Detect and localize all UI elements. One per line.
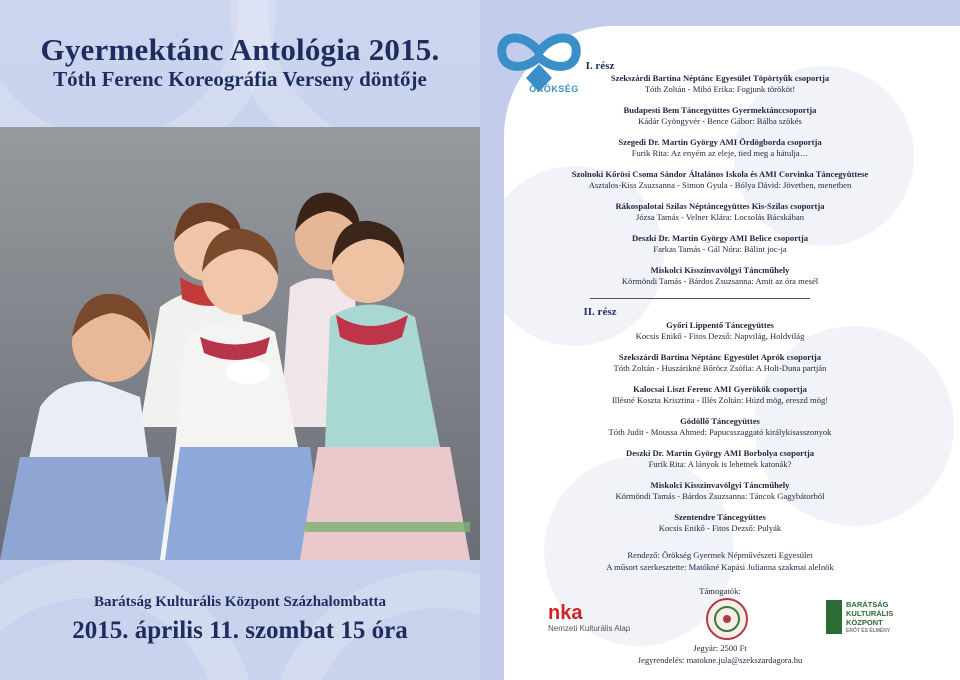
program-entry: [500, 233, 940, 255]
choreography-credit: Józsa Tamás - Velner Klára: Locsolás Bácskában: [635, 212, 805, 222]
group-name: Szentendre Táncegyüttes: [674, 512, 766, 522]
choreography-credit: Farkas Tamás - Gál Nóra: Bálint joc-ja: [653, 244, 787, 254]
program-entry: [500, 320, 940, 342]
choreography-credit: Illésné Koszta Krisztina - Illés Zoltán: Húzd mög, ereszd mög!: [611, 395, 829, 405]
nka-logo-mark: nka: [548, 602, 583, 624]
sponsors-label: Támogatók:: [699, 586, 741, 596]
choreography-credit: Kocsis Enikő - Fitos Dezső: Napvilág, Holdvilág: [635, 331, 805, 341]
group-name: Szekszárdi Bartina Néptánc Egyesület Aprók csoportja: [618, 352, 822, 362]
dancers-illustration: [0, 127, 480, 560]
nka-name: Nemzeti Kulturális Alap: [548, 624, 631, 633]
program-entry: [500, 512, 940, 534]
program-entry: [500, 169, 940, 191]
choreography-credit: Körmöndi Tamás - Bárdos Zsuzsanna: Amit az óra mesél: [621, 276, 819, 286]
part-2-title: II. rész: [583, 306, 617, 318]
poster-title: Gyermektánc Antológia 2015.: [40, 32, 440, 67]
group-name: Budapesti Bem Táncegyüttes Gyermektánccsoportja: [623, 105, 817, 115]
program-entry: [500, 265, 940, 287]
choreography-credit: Furik Rita: Az enyém az eleje, tied meg a hátulja…: [631, 148, 809, 158]
center-logo-mark: [826, 600, 842, 634]
poster-subtitle: Tóth Ferenc Koreográfia Verseny döntője: [53, 67, 427, 91]
group-name: Szekszárdi Bartina Néptánc Egyesület Töpörtyűk csoportja: [610, 73, 830, 83]
ticket-booking: Jegyrendelés: matokne.jula@szekszardagora.hu: [637, 655, 803, 665]
choreography-credit: Asztalos-Kiss Zsuzsanna - Simon Gyula - Bólya Dávid: Jövetben, menetben: [588, 180, 852, 190]
organizer-line: Rendező: Örökség Gyermek Népművészeti Egyesület: [627, 550, 813, 560]
program-entry: [500, 480, 940, 502]
choreography-credit: Körmöndi Tamás - Bárdos Zsuzsanna: Táncok Gagybátorból: [615, 491, 825, 501]
center-name-line: KULTURÁLIS: [846, 609, 894, 618]
center-tagline: ERŐT ÉS ÉLMÉNY: [846, 628, 891, 634]
editor-line: A műsort szerkesztette: Matókné Kapási Julianna szakmai alelnök: [606, 562, 834, 572]
program-entry: [500, 201, 940, 223]
group-name: Miskolci Kisszinvavölgyi Táncműhely: [650, 480, 790, 490]
program-entry: [500, 137, 940, 159]
choreography-credit: Furik Rita: A lányok is lehetnek katonák?: [648, 459, 792, 469]
group-name: Győri Lippentő Táncegyüttes: [666, 320, 774, 330]
event-venue: Barátság Kulturális Központ Százhalombatta: [93, 594, 387, 610]
program-entry: [500, 416, 940, 438]
group-name: Szegedi Dr. Martin György AMI Ördögborda csoportja: [618, 137, 822, 147]
program-entry: [500, 73, 940, 95]
choreography-credit: Tóth Zoltán - Mihó Erika: Fogjunk törököt!: [644, 84, 796, 94]
group-name: Miskolci Kisszinvavölgyi Táncműhely: [650, 265, 790, 275]
group-name: Gödöllő Táncegyüttes: [680, 416, 760, 426]
group-name: Deszki Dr. Martin György AMI Borbolya csoportja: [625, 448, 814, 458]
program-entry: [500, 384, 940, 406]
part-1-title: I. rész: [585, 60, 615, 72]
event-date: 2015. április 11. szombat 15 óra: [72, 617, 408, 644]
group-name: Rákospalotai Szilas Néptáncegyüttes Kis-Szilas csoportja: [615, 201, 825, 211]
ticket-price: Jegyár: 2500 Ft: [693, 643, 747, 653]
orokseg-logo-text: ÖRÖKSÉG: [529, 84, 579, 94]
dancers-photo: [0, 127, 480, 560]
hungarian-heritage-seal-icon: [705, 597, 749, 641]
program-entry: [500, 448, 940, 470]
choreography-credit: Tóth Zoltán - Huszárikné Bőröcz Zsófia: A Holt-Duna partján: [613, 363, 827, 373]
choreography-credit: Kádár Gyöngyvér - Bence Gábor: Bálba szökés: [638, 116, 802, 126]
choreography-credit: Tóth Judit - Moussa Ahmed: Papucsszaggató királykisasszonyok: [608, 427, 832, 437]
center-name-line: KÖZPONT: [846, 618, 883, 627]
nka-logo: [548, 602, 658, 633]
program-entry: [500, 105, 940, 127]
group-name: Kalocsai Liszt Ferenc AMI Gyerökök csoportja: [633, 384, 807, 394]
center-name-line: BARÁTSÁG: [846, 600, 889, 609]
choreography-credit: Kocsis Enikő - Fitos Dezső: Pulyák: [658, 523, 782, 533]
program-entry: [500, 352, 940, 374]
section-divider: [590, 298, 810, 299]
group-name: Deszki Dr. Martin György AMI Belice csoportja: [631, 233, 809, 243]
group-name: Szolnoki Kőrösi Csoma Sándor Általános Iskola és AMI Corvinka Táncegyüttese: [571, 169, 869, 179]
